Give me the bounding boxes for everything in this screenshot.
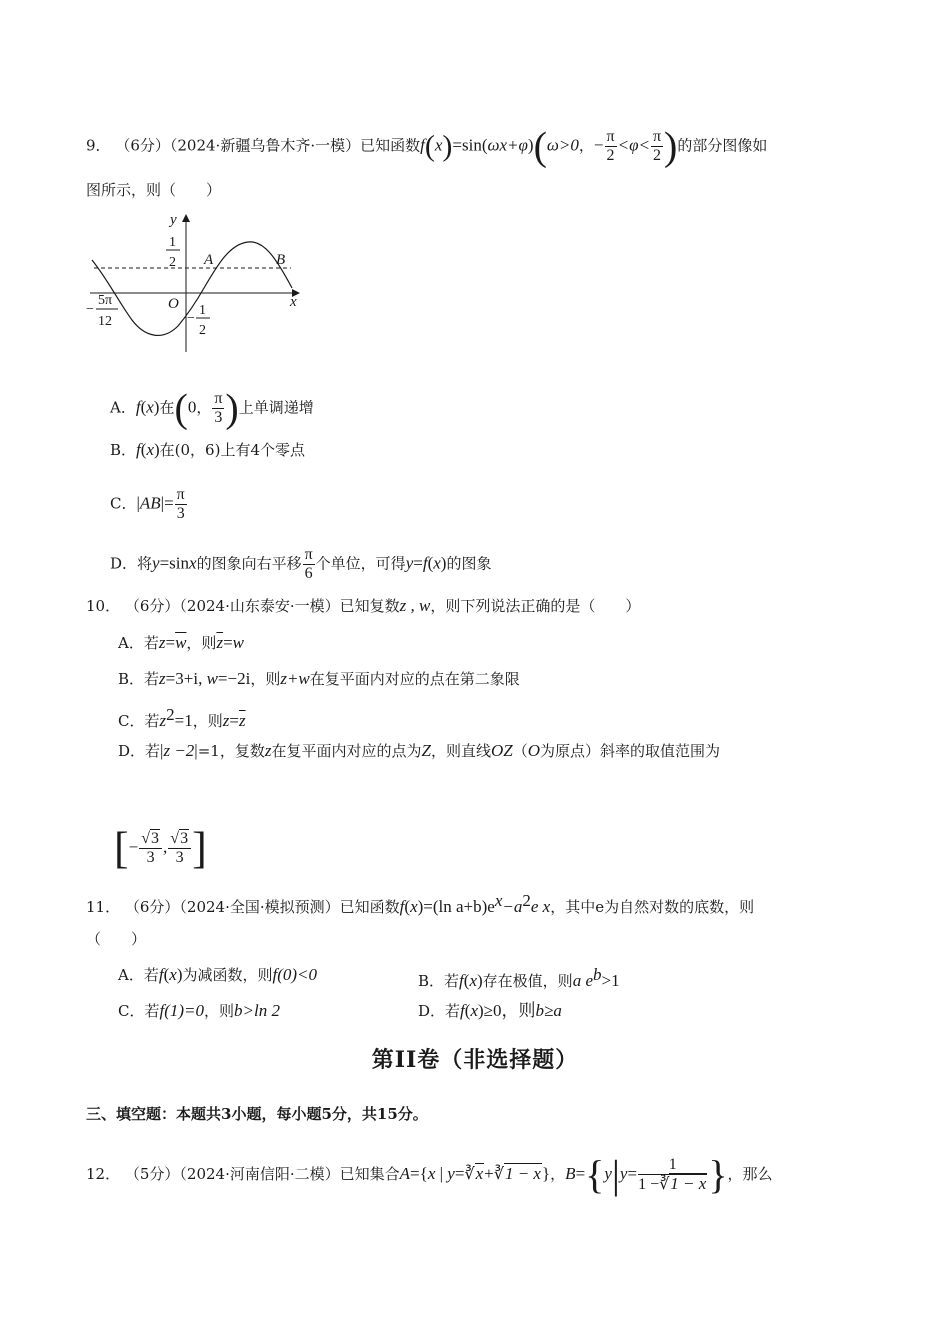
minus: − (593, 135, 604, 155)
paren-close: ) (440, 553, 447, 573)
q12-stem-text: 已知集合 (339, 1165, 400, 1183)
sum-zw: z+w (280, 669, 310, 688)
option-text-c: 个单位，可得 (315, 554, 406, 573)
gt-1: >1 (601, 971, 620, 990)
option-text: 将 (137, 554, 153, 573)
comma: , (163, 837, 168, 857)
option-label: A． (110, 398, 136, 417)
neg-half-num: 1 (199, 303, 206, 318)
brace-close: } (708, 1152, 728, 1197)
abs-bar: | (136, 493, 140, 513)
conclusion: b≥a (535, 1001, 562, 1020)
q9-sine-graph (86, 208, 306, 356)
minus: − (128, 837, 139, 857)
set-b: B (565, 1164, 576, 1183)
q9-func: f (420, 135, 425, 155)
q11-stem-line2: （ ） (86, 930, 147, 948)
equals: = (165, 633, 176, 652)
sup-2: 2 (522, 891, 531, 910)
paren-close: ) (153, 440, 160, 459)
q11-source: （2024·全国·模拟预测） (179, 898, 340, 916)
paren-open: ( (174, 385, 188, 431)
paren-open: ( (463, 971, 470, 990)
option-text: 为减函数，则 (182, 966, 273, 984)
ruo: 若 (144, 1002, 160, 1020)
option-label: D． (118, 742, 146, 760)
left-root-num: 5π (98, 293, 113, 308)
paren-open: ( (424, 129, 435, 163)
neg-half-den: 2 (199, 323, 206, 338)
equals: = (229, 711, 239, 730)
expr-ae: a e (572, 971, 593, 990)
var-w: w (206, 669, 218, 688)
option-label: C． (118, 712, 145, 730)
value-z: 3+i (175, 669, 199, 688)
paren-close: ) (478, 1001, 484, 1020)
left-root-sign: − (86, 302, 94, 317)
paren-open: （ (512, 742, 528, 760)
paren-close: ) (477, 971, 483, 990)
option-label: A． (118, 634, 144, 652)
equals: = (165, 669, 176, 688)
func: f (135, 397, 141, 417)
set-a: A (399, 1164, 411, 1183)
q11-number: 11． (86, 898, 121, 916)
equals: = (454, 1164, 465, 1183)
option-text: 存在极值，则 (482, 972, 573, 990)
var-y: y (152, 553, 160, 573)
radicand-1-x: 1 − x (504, 1164, 541, 1183)
equals: = (575, 1164, 586, 1183)
q9-var-x: x (434, 135, 443, 155)
brace-open: { (585, 1152, 605, 1197)
var-y: y (619, 1164, 628, 1183)
option-text-d: 为原点）斜率的取值范围为 (539, 742, 720, 760)
q10-score: （6分） (124, 597, 180, 615)
option-text: ，则 (250, 670, 281, 688)
q9-number: 9． (86, 136, 111, 155)
paren-open: ( (427, 553, 434, 573)
equals: = (223, 633, 233, 652)
func: f (158, 965, 164, 984)
func: f (460, 1001, 465, 1020)
y-axis-arrow (182, 214, 190, 222)
paren-close: ) (417, 897, 424, 916)
option-text: ，则 (204, 1002, 235, 1020)
sin: =sin (159, 553, 190, 573)
abs-bar: | (194, 741, 198, 760)
q11-stem (86, 891, 754, 917)
left-root-den: 12 (98, 314, 112, 329)
conj-z: $\overline{z}$ (216, 633, 224, 652)
paren-close: ) (442, 129, 453, 163)
q12-source: （2024·河南信阳·二模） (179, 1165, 340, 1183)
q12-tail: ，那么 (727, 1165, 773, 1183)
condition: f(0)<0 (272, 965, 318, 984)
value-w: −2i (227, 669, 251, 688)
q9-stem-line1 (86, 123, 768, 169)
sup-x: x (494, 891, 503, 910)
section-title: 第II卷（非选择题） (371, 1047, 579, 1073)
radicand-x: x (475, 1164, 484, 1183)
var-z: z (264, 741, 272, 760)
origin-o: O (527, 741, 540, 760)
paren-close: ) (225, 385, 239, 431)
option-label: C． (110, 494, 137, 513)
segment-ab: AB (139, 493, 161, 513)
paren-open: ( (140, 440, 147, 459)
option-text-tail: 上单调递增 (238, 398, 314, 417)
option-label: B． (110, 441, 137, 459)
q9-arg: ωx+φ (487, 135, 528, 155)
point-b-label: B (276, 252, 286, 268)
q10-number: 10． (86, 597, 121, 615)
comma: ， (578, 136, 594, 155)
y-label: y (170, 212, 177, 228)
var-x: x (169, 965, 177, 984)
ruo: 若 (143, 966, 159, 984)
var-w: w (232, 633, 244, 652)
func: f (136, 440, 141, 459)
q11-stem-text: 已知函数 (339, 898, 400, 916)
value: =1 (174, 711, 193, 730)
q12-number: 12． (86, 1165, 121, 1183)
q10-stem-text: 已知复数 (339, 597, 400, 615)
q9-stem-text: 已知函数 (360, 136, 421, 155)
option-text-b: 的图象向右平移 (196, 554, 302, 573)
option-label: B． (418, 972, 445, 990)
brace-close: } (541, 1164, 551, 1183)
paren-open: ( (140, 397, 147, 417)
paren-close: ) (176, 965, 183, 984)
var-z: z (159, 669, 166, 688)
option-text: ≥0，则 (483, 1001, 536, 1020)
equals: = (217, 669, 228, 688)
ruo: 若 (144, 670, 160, 688)
var-x: x (469, 971, 477, 990)
option-text-c: ，则直线 (430, 742, 491, 760)
var-z: z (158, 633, 166, 652)
line-oz: OZ (490, 741, 513, 760)
q11-option-d[interactable] (418, 1001, 562, 1021)
zero: 0 (187, 397, 197, 417)
var-x: x (427, 1164, 436, 1183)
expr-part-3: e x (530, 897, 551, 916)
option-text: 在(0，6)上有4个零点 (159, 441, 305, 459)
q10-zw: z , w (399, 596, 431, 615)
q9-cond-omega: ω>0 (546, 135, 579, 155)
equals: = (164, 493, 174, 513)
conclusion: b>ln 2 (234, 1001, 280, 1020)
var-x: x (433, 553, 441, 573)
paren-open: ( (404, 897, 411, 916)
q9-option-b[interactable] (110, 440, 305, 460)
point-z: Z (421, 741, 431, 760)
set-bar: | (435, 1164, 448, 1183)
q11-stem-text-b: ，其中e为自然对数的底数，则 (550, 898, 755, 916)
q10-option-d[interactable] (118, 741, 720, 761)
var-x: x (470, 1001, 478, 1020)
q9-source: （2024·新疆乌鲁木齐·一模） (169, 136, 361, 155)
comma: ， (550, 1165, 566, 1183)
q9-score: （6分） (115, 136, 170, 155)
option-text-d: 的图象 (446, 554, 492, 573)
brace-open: { (419, 1164, 428, 1183)
q9-option-c[interactable] (110, 486, 188, 523)
plus: + (484, 1164, 494, 1183)
var-x: x (410, 897, 418, 916)
frac-pi-6: $\frac{\pi}{6}$ (304, 546, 313, 582)
q11-option-c[interactable] (118, 1001, 280, 1021)
frac-sqrt3-3-b: $\frac{√3}{3}$ (168, 830, 191, 867)
conj-z: $\overline{z}$ (238, 711, 246, 730)
frac-pi-3: $\frac{\pi}{3}$ (176, 486, 185, 522)
func: f (459, 971, 464, 990)
ruo: 若 (145, 742, 161, 760)
ruo: 若 (445, 1002, 461, 1020)
var-y: y (447, 1164, 455, 1183)
func: f (422, 553, 428, 573)
q9-option-a[interactable] (110, 385, 314, 431)
option-label: B． (118, 670, 145, 688)
ruo: 若 (444, 972, 460, 990)
point-a-label: A (204, 252, 214, 268)
option-text: ，则 (192, 712, 223, 730)
expr-part-1: =(ln a+b)e (423, 897, 495, 916)
abs-bar: | (160, 741, 164, 760)
ruo: 若 (144, 712, 160, 730)
q9-stem-line2: 图所示，则（ ） (86, 181, 222, 199)
q9-frac-pi-2-b: $\frac{\pi}{2}$ (652, 128, 662, 164)
q9-sin: =sin( (452, 135, 488, 155)
q11-option-a[interactable] (118, 965, 317, 985)
q10-option-c[interactable] (118, 705, 246, 731)
half-num: 1 (169, 235, 176, 250)
set-bar: | (611, 1152, 620, 1197)
equals: = (413, 553, 423, 573)
option-text-tail: 在复平面内对应的点在第二象限 (309, 670, 520, 688)
var-y: y (604, 1164, 612, 1183)
half-den: 2 (169, 255, 176, 270)
q12-stem (86, 1152, 773, 1197)
origin-label: O (168, 296, 179, 312)
option-label: A． (118, 966, 144, 984)
expr-part-2: −a (502, 897, 523, 916)
option-label: D． (110, 554, 138, 573)
q11-option-b[interactable] (418, 965, 620, 991)
comma: ， (196, 398, 212, 417)
equals: = (627, 1164, 638, 1183)
q10-source: （2024·山东泰安·一模） (179, 597, 340, 615)
q9-frac-pi-2-a: $\frac{\pi}{2}$ (606, 128, 615, 164)
paren-close: ) (153, 397, 160, 417)
q10-stem (86, 596, 640, 616)
var-y: y (405, 553, 414, 573)
frac-sqrt3-3-a: $\frac{√3}{3}$ (139, 830, 162, 867)
sup-b: b (592, 965, 602, 984)
var-x: x (146, 397, 154, 417)
var-z: z (159, 711, 167, 730)
q9-phi-range: <φ< (617, 135, 650, 155)
option-text: 在 (159, 398, 175, 417)
func: f (399, 897, 405, 916)
q12-score: （5分） (124, 1165, 180, 1183)
bracket-close: ] (192, 823, 207, 873)
q9-option-d[interactable] (110, 546, 491, 583)
fill-in-heading: 三、填空题：本题共3小题，每小题5分，共15分。 (86, 1105, 428, 1123)
neg-half-sign: − (187, 311, 195, 326)
paren-close: ) (664, 123, 678, 169)
q10-range (114, 823, 207, 873)
ruo: 若 (143, 634, 159, 652)
paren-open: ( (163, 965, 170, 984)
q10-option-b[interactable] (118, 669, 520, 689)
q10-stem-text-b: ，则下列说法正确的是（ ） (430, 597, 641, 615)
q9-stem-text-b: 的部分图像如 (677, 136, 768, 155)
var-x: x (189, 553, 197, 573)
abs-expr: z −2 (163, 741, 195, 760)
x-label: x (290, 294, 297, 310)
comma-sep: , (198, 669, 207, 688)
option-text-b: 在复平面内对应的点为 (271, 742, 422, 760)
var-x: x (146, 440, 154, 459)
paren-open: ( (533, 123, 547, 169)
conj-w: $\overline{w}$ (175, 633, 187, 652)
option-label: D． (418, 1002, 446, 1020)
frac-b-def: $\frac{1}{1 -∛1 - x}$ (638, 1156, 707, 1193)
option-text: ，则 (186, 634, 217, 652)
cube-root-sign: ∛ (493, 1166, 504, 1183)
cube-root-sign: ∛ (464, 1166, 475, 1183)
bracket-open: [ (114, 823, 129, 873)
condition: f(1)=0 (159, 1001, 205, 1020)
var-z: z (222, 711, 230, 730)
q9-close: ) (527, 135, 534, 155)
exp-2: 2 (166, 705, 175, 724)
option-label: C． (118, 1002, 145, 1020)
equals: = (410, 1164, 420, 1183)
q11-score: （6分） (124, 898, 180, 916)
paren-open: ( (464, 1001, 471, 1020)
q10-option-a[interactable] (118, 633, 244, 653)
frac-pi-3: $\frac{\pi}{3}$ (214, 390, 223, 426)
option-text: =1，复数 (197, 742, 265, 760)
abs-bar: | (160, 493, 165, 513)
